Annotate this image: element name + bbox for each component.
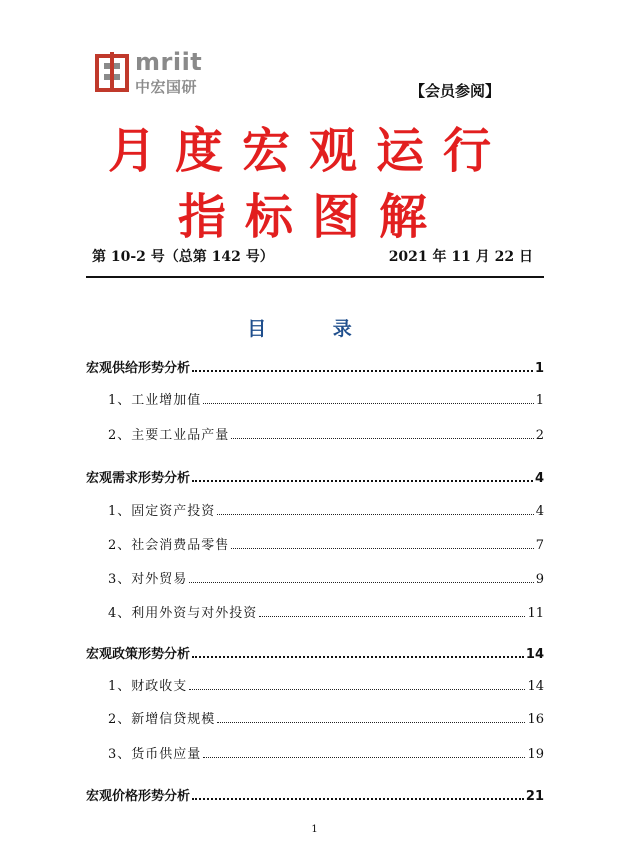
toc-item[interactable]: [86, 674, 544, 694]
toc-page: 16: [527, 712, 544, 727]
toc-item[interactable]: [86, 533, 544, 553]
logo: [95, 48, 205, 96]
logo-mark-icon: [95, 52, 129, 92]
toc-item[interactable]: [86, 707, 544, 727]
toc-page: 11: [527, 606, 544, 621]
toc-label: 2、社会消费品零售: [108, 538, 230, 553]
toc-leader-dots: [192, 797, 524, 800]
logo-text-en: mriit: [135, 48, 203, 76]
page-number: 1: [311, 824, 318, 835]
toc-label: 2、新增信贷规模: [108, 712, 216, 727]
toc-label: 4、利用外资与对外投资: [108, 606, 258, 621]
page-title-line2: 指标图解: [178, 189, 447, 245]
toc-label: 宏观需求形势分析: [86, 471, 191, 486]
toc-leader-dots: [231, 437, 533, 439]
header-divider: [86, 276, 544, 278]
toc-page: 21: [525, 789, 544, 804]
toc-page: 14: [525, 647, 544, 662]
toc-leader-dots: [192, 655, 524, 658]
toc-item[interactable]: [86, 388, 544, 408]
page-title-line1: 月度宏观运行: [108, 123, 511, 179]
toc-label: 1、工业增加值: [108, 393, 202, 408]
issue-number: 第 10-2 号（总第 142 号）: [92, 249, 274, 265]
toc-page: 9: [535, 572, 544, 587]
toc-page: 1: [535, 393, 544, 408]
toc-item[interactable]: [86, 601, 544, 621]
toc-leader-dots: [192, 369, 533, 372]
toc-page: 14: [527, 679, 544, 694]
toc-section[interactable]: [86, 784, 544, 804]
toc-label: 宏观价格形势分析: [86, 789, 191, 804]
toc-section[interactable]: [86, 466, 544, 486]
toc-item[interactable]: [86, 499, 544, 519]
toc-label: 1、财政收支: [108, 679, 188, 694]
toc-page: 19: [527, 747, 544, 762]
toc-heading: 目 录: [247, 318, 382, 340]
member-label: 【会员参阅】: [410, 82, 501, 100]
toc-leader-dots: [189, 581, 533, 583]
toc-item[interactable]: [86, 423, 544, 443]
issue-date: 2021 年 11 月 22 日: [388, 249, 533, 265]
toc-page: 4: [535, 504, 544, 519]
toc-section[interactable]: [86, 642, 544, 662]
toc-leader-dots: [192, 479, 533, 482]
toc-leader-dots: [203, 756, 525, 758]
toc-item[interactable]: [86, 567, 544, 587]
toc-leader-dots: [231, 547, 533, 549]
toc-leader-dots: [259, 615, 525, 617]
toc-leader-dots: [203, 402, 533, 404]
toc-label: 1、固定资产投资: [108, 504, 216, 519]
logo-text-cn: 中宏国研: [135, 78, 198, 96]
toc-section[interactable]: [86, 356, 544, 376]
toc-page: 7: [535, 538, 544, 553]
toc-label: 3、货币供应量: [108, 747, 202, 762]
toc-label: 宏观供给形势分析: [86, 361, 191, 376]
toc-leader-dots: [189, 688, 525, 690]
toc-page: 1: [534, 361, 544, 376]
toc-page: 2: [535, 428, 544, 443]
toc-item[interactable]: [86, 742, 544, 762]
toc-leader-dots: [217, 513, 533, 515]
toc-label: 3、对外贸易: [108, 572, 188, 587]
toc-page: 4: [534, 471, 544, 486]
toc-leader-dots: [217, 721, 525, 723]
toc-label: 2、主要工业品产量: [108, 428, 230, 443]
toc-label: 宏观政策形势分析: [86, 647, 191, 662]
